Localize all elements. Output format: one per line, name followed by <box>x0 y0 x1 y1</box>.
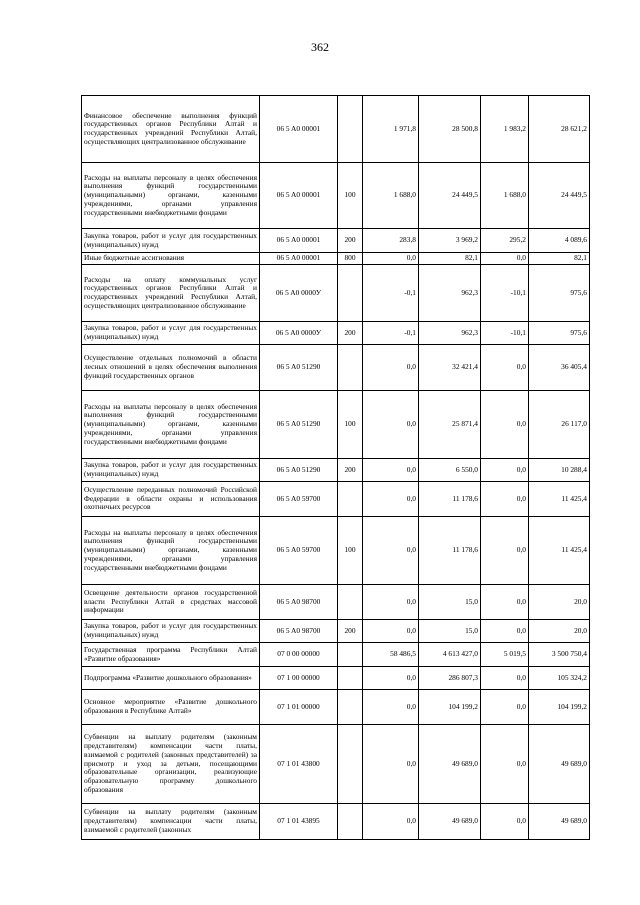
expense-type-code <box>338 345 363 391</box>
page-number: 362 <box>311 40 329 54</box>
table-row <box>82 322 590 345</box>
amount-change-year1: -0,1 <box>363 265 419 322</box>
amount-year2: 28 621,2 <box>529 96 590 163</box>
amount-year2: 10 288,4 <box>529 459 590 482</box>
expense-type-code: 800 <box>338 253 363 265</box>
amount-change-year1: 58 486,5 <box>363 643 419 667</box>
row-name: Закупка товаров, работ и услуг для государственных (муниципальных) нужд <box>82 459 260 482</box>
amount-change-year2: 5 019,5 <box>481 643 529 667</box>
expense-type-code: 100 <box>338 163 363 229</box>
amount-change-year2: 0,0 <box>481 585 529 620</box>
expense-type-code <box>338 643 363 667</box>
expense-type-code: 200 <box>338 620 363 643</box>
amount-change-year1: 0,0 <box>363 517 419 585</box>
target-article-code: 07 0 00 00000 <box>260 643 338 667</box>
amount-year1: 28 500,8 <box>419 96 481 163</box>
amount-change-year2: 1 688,0 <box>481 163 529 229</box>
amount-year2: 24 449,5 <box>529 163 590 229</box>
table-row <box>82 345 590 391</box>
amount-year1: 962,3 <box>419 322 481 345</box>
row-name: Подпрограмма «Развитие дошкольного образования» <box>82 667 260 690</box>
table-row <box>82 725 590 804</box>
amount-change-year1: 0,0 <box>363 804 419 840</box>
target-article-code: 07 1 00 00000 <box>260 667 338 690</box>
table-row <box>82 620 590 643</box>
amount-year1: 49 689,0 <box>419 725 481 804</box>
amount-year1: 25 871,4 <box>419 391 481 459</box>
amount-change-year2: -10,1 <box>481 322 529 345</box>
table-row <box>82 517 590 585</box>
amount-year1: 11 178,6 <box>419 482 481 517</box>
target-article-code: 06 5 A0 59700 <box>260 517 338 585</box>
amount-year1: 4 613 427,0 <box>419 643 481 667</box>
amount-change-year2: 0,0 <box>481 253 529 265</box>
amount-year1: 15,0 <box>419 585 481 620</box>
target-article-code: 06 5 A0 00001 <box>260 163 338 229</box>
target-article-code: 06 5 A0 00001 <box>260 96 338 163</box>
target-article-code: 06 5 A0 0000У <box>260 265 338 322</box>
table-row <box>82 459 590 482</box>
amount-change-year2: 0,0 <box>481 690 529 725</box>
target-article-code: 07 1 01 00000 <box>260 690 338 725</box>
amount-year1: 32 421,4 <box>419 345 481 391</box>
amount-change-year1: 0,0 <box>363 585 419 620</box>
row-name: Субвенции на выплату родителям (законным представителям) компенсации части платы, взимаемой с родителей (законных представителей) за присмотр и уход за детьми, посещающими образовательные организации, реализующие образовательную программу дошкольного образования <box>82 725 260 804</box>
amount-change-year2: 295,2 <box>481 229 529 253</box>
table-row <box>82 265 590 322</box>
table-row <box>82 96 590 163</box>
row-name: Осуществление переданных полномочий Российской Федерации в области охраны и использования охотничьих ресурсов <box>82 482 260 517</box>
amount-change-year2: 0,0 <box>481 667 529 690</box>
row-name: Осуществление отдельных полномочий в области лесных отношений в целях обеспечения выполнения функций государственных органов <box>82 345 260 391</box>
target-article-code: 06 5 A0 00001 <box>260 253 338 265</box>
amount-year2: 20,0 <box>529 585 590 620</box>
amount-change-year1: 0,0 <box>363 482 419 517</box>
amount-change-year1: 0,0 <box>363 345 419 391</box>
row-name: Иные бюджетные ассигнования <box>82 253 260 265</box>
amount-year2: 36 405,4 <box>529 345 590 391</box>
amount-change-year2: 1 983,2 <box>481 96 529 163</box>
amount-year2: 26 117,0 <box>529 391 590 459</box>
row-name: Расходы на выплаты персоналу в целях обеспечения выполнения функций государственными (муниципальными) органами, казенными учреждениями, органами управления государственными внебюджетными фондами <box>82 163 260 229</box>
row-name: Закупка товаров, работ и услуг для государственных (муниципальных) нужд <box>82 229 260 253</box>
row-name: Субвенции на выплату родителям (законным представителям) компенсации части платы, взимаемой с родителей (законных <box>82 804 260 840</box>
amount-change-year1: 283,8 <box>363 229 419 253</box>
table-row <box>82 804 590 840</box>
amount-change-year1: 0,0 <box>363 667 419 690</box>
amount-change-year2: 0,0 <box>481 804 529 840</box>
expense-type-code <box>338 725 363 804</box>
amount-change-year1: 0,0 <box>363 459 419 482</box>
target-article-code: 06 5 A0 59700 <box>260 482 338 517</box>
table-row <box>82 229 590 253</box>
row-name: Финансовое обеспечение выполнения функций государственных органов Республики Алтай и государственных учреждений Республики Алтай, осуществляющих централизованное обслуживание <box>82 96 260 163</box>
row-name: Расходы на оплату коммунальных услуг государственных органов Республики Алтай и государственных учреждений Республики Алтай, осуществляющих централизованное обслуживание <box>82 265 260 322</box>
amount-change-year1: 0,0 <box>363 620 419 643</box>
amount-year2: 4 089,6 <box>529 229 590 253</box>
expense-type-code <box>338 667 363 690</box>
amount-change-year1: -0,1 <box>363 322 419 345</box>
target-article-code: 06 5 A0 98700 <box>260 620 338 643</box>
table-row <box>82 643 590 667</box>
amount-year2: 975,6 <box>529 265 590 322</box>
target-article-code: 07 1 01 43800 <box>260 725 338 804</box>
amount-year2: 975,6 <box>529 322 590 345</box>
table-row <box>82 585 590 620</box>
table-row <box>82 667 590 690</box>
table-row <box>82 690 590 725</box>
expense-type-code: 200 <box>338 459 363 482</box>
expense-type-code: 200 <box>338 229 363 253</box>
row-name: Закупка товаров, работ и услуг для государственных (муниципальных) нужд <box>82 322 260 345</box>
amount-year2: 49 689,0 <box>529 725 590 804</box>
amount-year1: 82,1 <box>419 253 481 265</box>
target-article-code: 06 5 A0 51290 <box>260 459 338 482</box>
target-article-code: 07 1 01 43895 <box>260 804 338 840</box>
expense-type-code: 100 <box>338 391 363 459</box>
row-name: Основное мероприятие «Развитие дошкольного образования в Республике Алтай» <box>82 690 260 725</box>
amount-year1: 104 199,2 <box>419 690 481 725</box>
target-article-code: 06 5 A0 51290 <box>260 345 338 391</box>
amount-change-year2: 0,0 <box>481 517 529 585</box>
table-row <box>82 391 590 459</box>
row-name: Закупка товаров, работ и услуг для государственных (муниципальных) нужд <box>82 620 260 643</box>
row-name: Расходы на выплаты персоналу в целях обеспечения выполнения функций государственными (муниципальными) органами, казенными учреждениями, органами управления государственными внебюджетными фондами <box>82 517 260 585</box>
amount-change-year1: 1 688,0 <box>363 163 419 229</box>
amount-change-year2: 0,0 <box>481 391 529 459</box>
row-name: Расходы на выплаты персоналу в целях обеспечения выполнения функций государственными (муниципальными) органами, казенными учреждениями, органами управления государственными внебюджетными фондами <box>82 391 260 459</box>
amount-year2: 82,1 <box>529 253 590 265</box>
expense-type-code <box>338 690 363 725</box>
amount-change-year2: 0,0 <box>481 620 529 643</box>
amount-year1: 24 449,5 <box>419 163 481 229</box>
amount-change-year1: 0,0 <box>363 690 419 725</box>
amount-year2: 105 324,2 <box>529 667 590 690</box>
expense-type-code: 100 <box>338 517 363 585</box>
amount-year1: 6 550,0 <box>419 459 481 482</box>
budget-table <box>81 95 590 840</box>
amount-year1: 286 807,3 <box>419 667 481 690</box>
amount-year2: 3 500 750,4 <box>529 643 590 667</box>
row-name: Государственная программа Республики Алтай «Развитие образования» <box>82 643 260 667</box>
expense-type-code: 200 <box>338 322 363 345</box>
expense-type-code <box>338 585 363 620</box>
amount-change-year2: 0,0 <box>481 482 529 517</box>
amount-year1: 11 178,6 <box>419 517 481 585</box>
target-article-code: 06 5 A0 00001 <box>260 229 338 253</box>
amount-change-year2: 0,0 <box>481 725 529 804</box>
row-name: Освещение деятельности органов государственной власти Республики Алтай в средствах массовой информации <box>82 585 260 620</box>
amount-change-year2: -10,1 <box>481 265 529 322</box>
amount-year1: 3 969,2 <box>419 229 481 253</box>
amount-year2: 11 425,4 <box>529 482 590 517</box>
amount-year1: 962,3 <box>419 265 481 322</box>
table-row <box>82 163 590 229</box>
table-row <box>82 253 590 265</box>
target-article-code: 06 5 A0 0000У <box>260 322 338 345</box>
amount-year1: 49 689,0 <box>419 804 481 840</box>
target-article-code: 06 5 A0 51290 <box>260 391 338 459</box>
amount-change-year1: 1 971,8 <box>363 96 419 163</box>
expense-type-code <box>338 804 363 840</box>
amount-year2: 104 199,2 <box>529 690 590 725</box>
amount-year2: 49 689,0 <box>529 804 590 840</box>
expense-type-code <box>338 96 363 163</box>
amount-change-year2: 0,0 <box>481 345 529 391</box>
expense-type-code <box>338 265 363 322</box>
amount-change-year1: 0,0 <box>363 725 419 804</box>
amount-year2: 20,0 <box>529 620 590 643</box>
target-article-code: 06 5 A0 98700 <box>260 585 338 620</box>
amount-change-year1: 0,0 <box>363 391 419 459</box>
amount-year2: 11 425,4 <box>529 517 590 585</box>
expense-type-code <box>338 482 363 517</box>
amount-change-year2: 0,0 <box>481 459 529 482</box>
amount-change-year1: 0,0 <box>363 253 419 265</box>
amount-year1: 15,0 <box>419 620 481 643</box>
table-row <box>82 482 590 517</box>
